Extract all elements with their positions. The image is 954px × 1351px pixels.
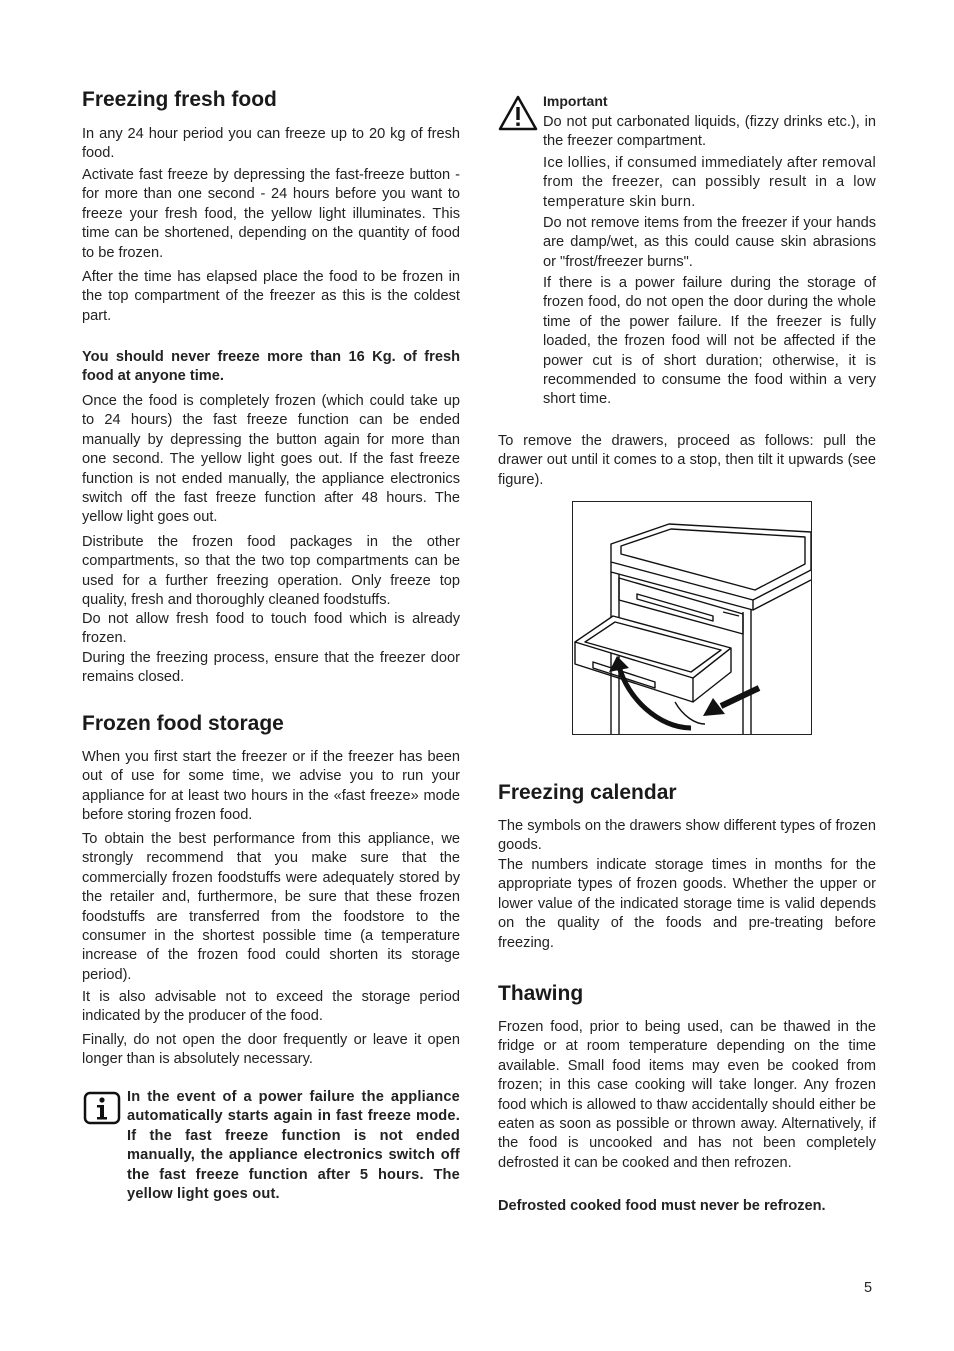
paragraph: Frozen food, prior to being used, can be thawed in the fridge or at room temperature depending on the time available. Small food items may even be cooked from frozen; in this case cooking will take longer. Any frozen food which is allowed to thaw accidentally should either be eaten as soon as possible or thrown away. Alternatively, if the food is uncooked and has not been completely defrosted it can be cooked and then refrozen. bbox=[498, 1019, 876, 1171]
paragraph: The symbols on the drawers show different types of frozen goods. bbox=[498, 818, 876, 854]
bold-paragraph: Defrosted cooked food must never be refrozen. bbox=[498, 1198, 826, 1214]
bold-paragraph: You should never freeze more than 16 Kg. of fresh food at anyone time. bbox=[82, 349, 460, 385]
paragraph: When you first start the freezer or if the freezer has been out of use for some time, we advise you to run your appliance for at least two hours in the «fast freeze» mode before storing frozen food. bbox=[82, 749, 460, 824]
paragraph: After the time has elapsed place the food to be frozen in the top compartment of the freezer as this is the coldest part. bbox=[82, 269, 460, 324]
paragraph: Ice lollies, if consumed immediately after removal from the freezer, can possibly result in a low temperature skin burn. bbox=[543, 155, 876, 210]
paragraph: Do not allow fresh food to touch food which is already frozen. bbox=[82, 611, 460, 647]
paragraph: Do not put carbonated liquids, (fizzy drinks etc.), in the freezer compartment. bbox=[543, 114, 876, 150]
section-title-frozen-food-storage: Frozen food storage bbox=[82, 712, 284, 735]
paragraph: During the freezing process, ensure that the freezer door remains closed. bbox=[82, 650, 460, 686]
paragraph: Distribute the frozen food packages in the other compartments, so that the two top compartments can be used for a further freezing operation. Only freeze top quality, fresh and thoroughly cleaned foodstuffs. bbox=[82, 534, 460, 609]
important-title: Important bbox=[543, 93, 608, 109]
page-number: 5 bbox=[864, 1280, 873, 1296]
paragraph: It is also advisable not to exceed the storage period indicated by the producer of the food. bbox=[82, 989, 460, 1025]
paragraph: The numbers indicate storage times in months for the appropriate types of frozen goods. Whether the upper or lower value of the indicated storage time is valid depends on the quality of the foods and pre-treating before freezing. bbox=[498, 857, 876, 951]
paragraph: Do not remove items from the freezer if your hands are damp/wet, as this could cause skin abrasions or "frost/freezer burns". bbox=[543, 215, 876, 270]
paragraph: To remove the drawers, proceed as follows: pull the drawer out until it comes to a stop, then tilt it upwards (see figure). bbox=[498, 433, 876, 488]
freezer-drawer-illustration bbox=[573, 502, 811, 734]
paragraph: Finally, do not open the door frequently or leave it open longer than is absolutely necessary. bbox=[82, 1032, 460, 1068]
info-text: In the event of a power failure the appliance automatically starts again in fast freeze mode. If the fast freeze function is not ended manually, the appliance electronics switch off the fast freeze function after 5 hours. The yellow light goes out. bbox=[127, 1089, 460, 1203]
section-title-thawing: Thawing bbox=[498, 982, 584, 1005]
info-icon bbox=[82, 1090, 122, 1126]
section-title-freezing-calendar: Freezing calendar bbox=[498, 781, 677, 804]
paragraph: If there is a power failure during the storage of frozen food, do not open the door during the whole time of the power failure. If the freezer is fully loaded, the frozen food will not be affected if the power cut is of short duration; otherwise, it is recommended to consume the food within a very short time. bbox=[543, 275, 876, 408]
paragraph: To obtain the best performance from this appliance, we strongly recommend that you make sure that the commercially frozen foodstuffs were adequately stored by the retailer and, furthermore, be sure that these frozen foodstuffs are transferred from the foodstore to the consumer in the shortest possible time (a temperature increase of the frozen food could shorten its storage period). bbox=[82, 831, 460, 983]
paragraph: Activate fast freeze by depressing the fast-freeze button - for more than one second - 24 hours before you want to freeze your fresh food, the yellow light illuminates. This time can be shortened, depending on the quantity of food to be frozen. bbox=[82, 167, 460, 261]
warning-icon bbox=[498, 94, 538, 132]
drawer-removal-figure bbox=[572, 501, 812, 735]
paragraph: Once the food is completely frozen (which could take up to 24 hours) the fast freeze function can be ended manually by depressing the button again for more than one second. The yellow light goes out. If the fast freeze function is not ended manually, the appliance electronics switch off the fast freeze function after 48 hours. The yellow light goes out. bbox=[82, 393, 460, 526]
paragraph: In any 24 hour period you can freeze up to 20 kg of fresh food. bbox=[82, 126, 460, 162]
section-title-freezing-fresh-food: Freezing fresh food bbox=[82, 88, 277, 111]
